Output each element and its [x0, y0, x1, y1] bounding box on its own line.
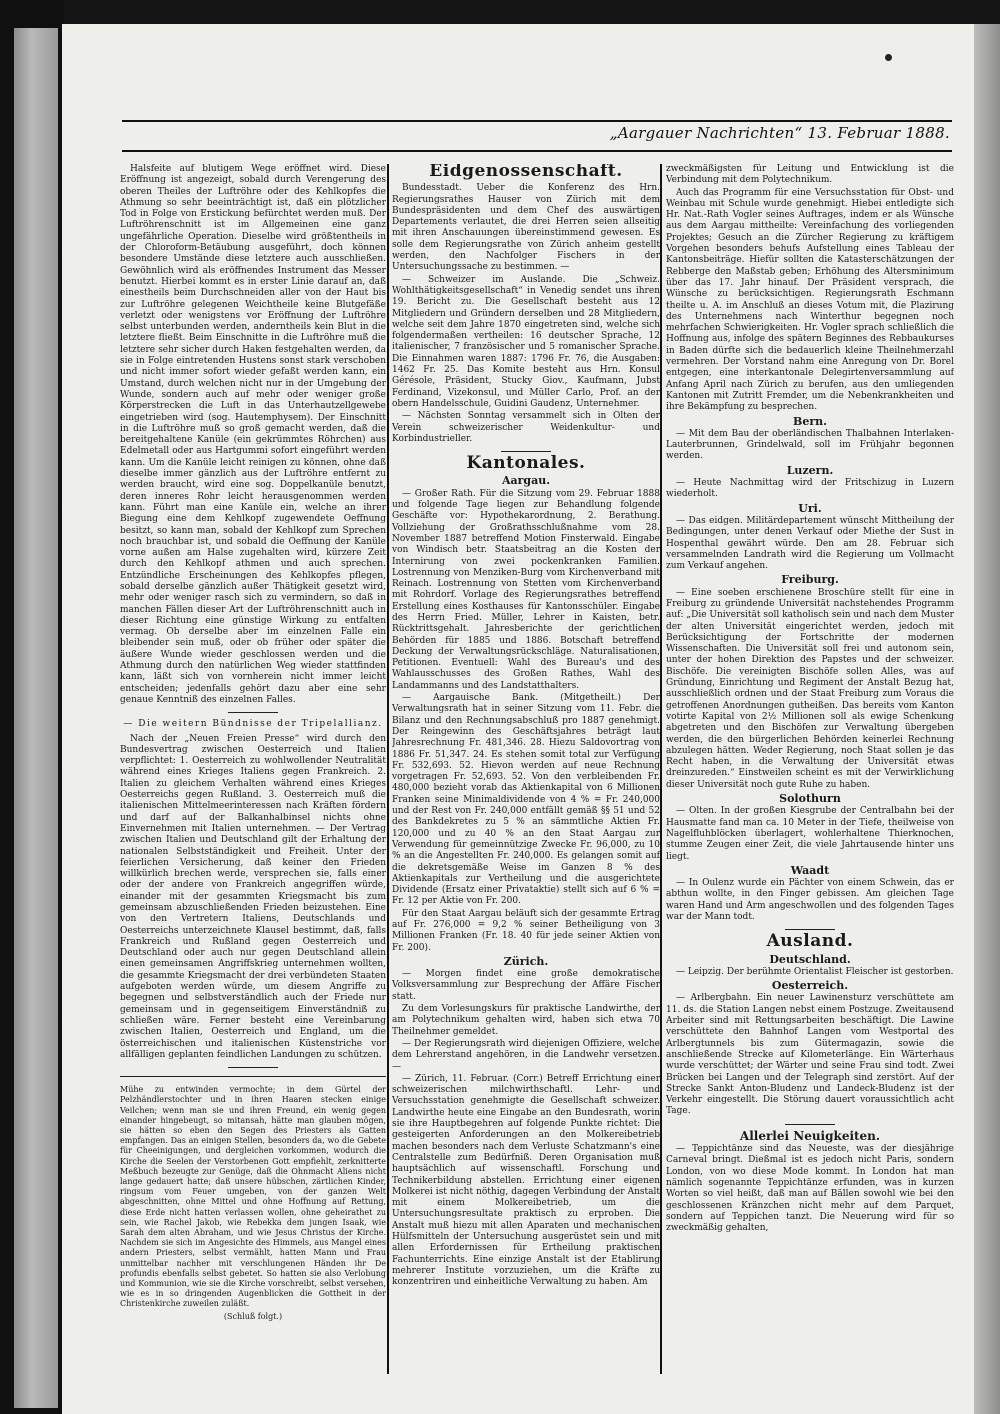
feuilleton [120, 1085, 386, 1322]
article-paragraph: — Heute Nachmittag wird der Fritschizug in Luzern wiederholt. [666, 478, 954, 500]
section-heading-allerlei: Allerlei Neuigkeiten. [739, 1128, 881, 1143]
subheading-deutschland: Deutschland. [769, 952, 851, 966]
article-title: — Die weitern Bündnisse der Tripelallianz. [123, 719, 383, 730]
separator [228, 712, 278, 713]
spine-band [14, 28, 58, 1408]
column-divider-2 [660, 164, 662, 1374]
article-paragraph: — Das eidgen. Militärdepartement wünscht Mittheilung der Bedingungen, unter denen Verkauf oder Miethe der Sust in Hospenthal gewährt würde. Den am 28. Februar sich versammelnden Landrath wird die Regierung um Vollmacht zum Verkauf angehen. [666, 515, 954, 572]
section-heading-kantonales: Kantonales. [466, 453, 586, 474]
article-paragraph: — Zürich, 11. Februar. (Corr.) Betreff Errichtung einer schweizerischen milchwirthschaftl. Lehr- und Versuchsstation genehmigte die Gesellschaft schweizer. Landwirthe heute eine Eingabe an den Bundesrath, worin sie ihre Hauptbegehren auf folgende Punkte richtet: Die gesteigerten Anforderungen an den Molkereibetrieb machen besonders nach dem Verluste Schatzmann's eine Centralstelle zum Bedürfniß. Deren Organisation muß hauptsächlich auf wissenschaftl. Forschung und Technikerbildung abstellen. Errichtung einer eigenen Molkerei ist nicht nöthig, dagegen Verbindung der Anstalt mit einem Molkereibetrieb, um die Untersuchungsresultate praktisch zu erproben. Die Anstalt muß hiezu mit allen Aparaten und mechanischen Hülfsmitteln der Untersuchung ausgerüstet sein und mit allen Erfordernissen für Ertheilung praktischen Fachunterrichts. Eine einzige Anstalt ist der Etablirung mehrerer Institute vorzuziehen, um die Kräfte zu konzentriren und einheitliche Verwaltung zu haben. Am [392, 1073, 660, 1288]
article-paragraph: Für den Staat Aargau beläuft sich der gesammte Ertrag auf Fr. 276,000 = 9,2 % seiner Betheiligung von 3 Millionen Franken (Fr. 18. 40 für jede seiner Aktien von Fr. 200). [392, 908, 660, 953]
separator [228, 1067, 278, 1068]
section-heading-ausland: Ausland. [766, 931, 854, 952]
subheading-freiburg: Freiburg. [781, 573, 839, 587]
subheading-uri: Uri. [798, 501, 822, 515]
article-paragraph: — Eine soeben erschienene Broschüre stellt für eine in Freiburg zu gründende Universität nachstehendes Programm auf: „Die Universität soll katholisch sein und nach dem Muster der alten Universität eingerichtet werden, jedoch mit Berücksichtigung der Fortschritte der modernen Wissenschaften. Die Universität soll frei und autonom sein, unter der hohen Direktion des Papstes und der schweizer. Bischöfe. Die vereinigten Bischöfe sollen Alles, was auf Gründung, Einrichtung und Regiment der Anstalt Bezug hat, ausschließlich ordnen und der Staat Freiburg zum Voraus die getroffenen Anordnungen gutheißen. Das bereits vom Kanton votirte Kapital von 2½ Millionen soll als ewige Schenkung abgetreten und den Bischöfen zur Verwaltung übergeben werden, die den bürgerlichen Behörden keinerlei Rechnung abzulegen hätten. Weder Regierung, noch Staat sollen je das Recht haben, in die Verwaltung der Universität etwas dreinzureden.“ Einstweilen scheint es mit der Verwirklichung dieser Universität noch gute Ruhe zu haben. [666, 587, 954, 790]
article-paragraph: — Leipzig. Der berühmte Orientalist Fleischer ist gestorben. [676, 966, 954, 977]
subheading-bern: Bern. [793, 414, 827, 428]
article-paragraph: — Mit dem Bau der oberländischen Thalbahnen Interlaken-Lauterbrunnen, Grindelwald, soll im Frühjahr begonnen werden. [666, 428, 954, 462]
article-paragraph: — Morgen findet eine große demokratische Volksversammlung zur Besprechung der Affäre Fischer statt. [392, 969, 660, 1002]
column-1 [120, 164, 386, 1379]
subheading-aargau: Aargau. [501, 474, 551, 488]
separator [501, 451, 551, 452]
article-paragraph: — Aargauische Bank. (Mitgetheilt.) Der Verwaltungsrath hat in seiner Sitzung vom 11. Febr. die Bilanz und den Rechnungsabschluß pro 1887 genehmigt. Der Reingewinn des Geschäftsjahres beträgt laut Jahresrechnung Fr. 481,346. 28. Hiezu Saldovortrag von 1886 Fr. 51,347. 24. Es stehen somit total zur Verfügung Fr. 532,693. 52. Hievon werden auf neue Rechnung vorgetragen Fr. 52,693. 52. Von den verbleibenden Fr. 480,000 bezieht vorab das Aktienkapital von 6 Millionen Franken seine Minimaldividende von 4 % = Fr. 240,000 und der Rest von Fr. 240,000 entfällt gemäß §§ 51 und 52 des Bankdekretes zu 5 % an sämmtliche Aktien Fr. 120,000 und zu 40 % an den Staat Aargau zur Verwendung für gemeinnützige Zwecke Fr. 96,000, zu 10 % an die Angestellten Fr. 240,000. Es gelangen somit auf die dekretsgemäße Weise im Ganzen 8 % des Aktienkapitals zur Vertheilung und die ausgerichtete Dividende (Ersatz einer Privataktie) stellt sich auf 6 % = Fr. 12 per Aktie von Fr. 200. [392, 693, 660, 907]
article-paragraph: Nach der „Neuen Freien Presse“ wird durch den Bundesvertrag zwischen Oesterreich und Italien verpflichtet: 1. Oesterreich zu wohlwollender Neutralität während eines Krieges Italiens gegen Frankreich. 2. Italien zu gleichem Verhalten während eines Krieges Oesterreichs gegen Rußland. 3. Oesterreich muß die italienischen Mittelmeerinteressen nach Kräften fördern und darf auf der Balkanhalbinsel nichts ohne Einvernehmen mit Italien unternehmen. — Der Vertrag zwischen Italien und Deutschland gilt der Erhaltung der nationalen Selbstständigkeit und Freiheit. Unter der feierlichen Versicherung, daß keiner den Frieden willkürlich brechen werde, versprechen sie, falls einer oder der andere von Frankreich angegriffen würde, einander mit der gesammten Kriegsmacht bis zum gemeinsam abzuschließenden Frieden beizustehen. Eine von den Vertretern Italiens, Deutschlands und Oesterreichs unterzeichnete Klausel bestimmt, daß, falls Frankreich und Rußland gegen Oesterreich und Deutschland oder auch nur gegen Deutschland allein einen gemeinsamen Angriffskrieg unternehmen wollten, die gesammte Kriegsmacht der drei verbündeten Staaten aufgeboten werden würde, um diesem Angriffe zu begegnen und selbstverständlich auch der Friede nur gemeinsam und in gegenseitigem Einverständniß zu schließen wäre. Ferner besteht eine Vereinbarung zwischen Italien, Oesterreich und England, um die österreichischen und italienischen Küstenstriche vor allfälligen geplanten feindlichen Landungen zu schützen. [120, 733, 386, 1060]
separator [785, 1124, 835, 1125]
column-3 [666, 164, 954, 1379]
article-paragraph: Bundesstadt. Ueber die Konferenz des Hrn. Regierungsrathes Hauser von Zürich mit dem Bundespräsidenten und dem Chef des auswärtigen Departements verlautet, die drei Herren seien allseitig mit ihren Anschauungen übereinstimmend gewesen. Es solle dem Regierungsrathe von Zürich anheim gestellt werden, den Nachfolger Fischers in der Untersuchungssache zu bestimmen. — [392, 183, 660, 273]
subheading-zuerich: Zürich. [503, 954, 549, 968]
subheading-oesterreich: Oesterreich. [771, 979, 849, 993]
page-header: „Aargauer Nachrichten“ 13. Februar 1888. [609, 124, 950, 142]
article-paragraph: zweckmäßigsten für Leitung und Entwicklung ist die Verbindung mit dem Polytechnikum. [666, 164, 954, 186]
ink-dot [885, 54, 892, 61]
separator [785, 929, 835, 930]
feuilleton-rule [120, 1076, 386, 1077]
subheading-waadt: Waadt [790, 863, 830, 877]
subheading-luzern: Luzern. [786, 463, 834, 477]
article-paragraph: — Teppichtänze sind das Neueste, was der diesjährige Carneval bringt. Dießmal ist es jedoch nicht Paris, sondern London, von wo diese Mode kommt. In London hat man nämlich sogenannte Teppichtänze erfunden, was in kurzen Worten so viel heißt, daß man auf Bällen sowohl wie bei den geschlossenen Kränzchen nicht mehr auf dem Parquet, sondern auf Teppichen tanzt. Die Neuerung wird für so zweckmäßig gehalten, [666, 1144, 954, 1234]
header-rule-top [122, 120, 952, 122]
article-paragraph: Auch das Programm für eine Versuchsstation für Obst- und Weinbau mit Schule wurde genehmigt. Hiebei entledigte sich Hr. Nat.-Rath Vogler seines Auftrages, indem er als Wünsche aus dem Aargau mittheilte: Vereinfachung des vorliegenden Projektes; Gesuch an die Zürcher Regierung zu kräftigem Vorgehen besonders behufs Aufstellung eines Tableau der Kantonsbeiträge. Hiefür sollten die Katasterschätzungen der Rebberge den Maßstab geben; Erhöhung des Altersminimum über das 17. Jahr hinauf. Der Präsident versprach, die Wünsche zu berücksichtigen. Regierungsrath Eschmann theilte u. A. im Anschluß an dieses Votum mit, die Plazirung des Unternehmens nach Winterthur begegnen noch mehrfachen Schwierigkeiten. Hr. Vogler sprach schließlich die Hoffnung aus, infolge des spätern Beginnes des Rebbaukurses in Baden dürfte sich die bedauerlich kleine Theilnehmerzahl vermehren. Der Vorstand nahm eine Anregung von Dr. Borel entgegen, eine interkantonale Delegirtenversammlung auf Anfang April nach Zürich zu berufen, aus den umliegenden Kantonen mit Zutritt Fremder, um die Nebenkrankheiten und ihre Bekämpfung zu besprechen. [666, 187, 954, 413]
subheading-solothurn: Solothurn [779, 792, 841, 806]
article-paragraph: Zu dem Vorlesungskurs für praktische Landwirthe, der am Polytechnikum gehalten wird, haben sich etwa 70 Theilnehmer gemeldet. [392, 1004, 660, 1037]
column-2 [392, 164, 660, 1379]
page-edge [974, 24, 1000, 1414]
article-paragraph: — Schweizer im Auslande. Die „Schweiz. Wohlthätigkeitsgesellschaft“ in Venedig sendet uns ihren 19. Bericht zu. Die Gesellschaft besteht aus 12 Mitgliedern und Gründern derselben und 28 Mitgliedern, welche seit dem Jahre 1870 eingetreten sind, welche sich folgendermaßen vertheilen: 16 deutscher Sprache, 12 italienischer, 7 französischer und 5 romanischer Sprache. Die Einnahmen waren 1887: 1796 Fr. 76, die Ausgaben: 1462 Fr. 25. Das Komite besteht aus Hrn. Konsul Gérésole, Präsident, Stucky Giov., Kaufmann, Jubst Ferdinand, Vizekonsul, und Müller Carlo, Prof. an der obern Handelsschule, Guidini Gaudenz, Unternehmer. [392, 274, 660, 409]
column-divider-1 [387, 164, 389, 1374]
article-paragraph: Halsfeite auf blutigem Wege eröffnet wird. Diese Eröffnung ist angezeigt, sobald durch Verengerung des oberen Theiles der Luftröhre oder des Kehlkopfes die Athmung so sehr beeinträchtigt ist, daß ein plötzlicher Tod in Folge von Erstickung befürchtet werden muß. Der Luftröhrenschnitt ist im Allgemeinen eine ganz ungefährliche Operation. Dieselbe wird größtentheils in der Chloroform-Betäubung ausgeführt, doch können besondere Umstände diese letztere auch ausschließen. Gewöhnlich wird als eröffnendes Instrument das Messer benutzt. Hierbei kommt es in erster Linie darauf an, daß einestheils beim Durchschneiden aller von der Haut bis zur Luftröhre gelegenen Weichtheile keine Blutgefäße verletzt oder wenigstens vor Eröffnung der Luftröhre selbst unterbunden werden, anderntheils kein Blut in die letztere fließt. Beim Einschnitte in die Luftröhre muß die letztere sehr sicher durch Haken festgehalten werden, da sie in Folge eintretenden Hustens sonst stark verschoben und nicht immer sofort wieder gefaßt werden kann, ein Umstand, durch welchen nicht nur in der Umgebung der Wunde, sondern auch auf mehr oder weniger große Körperstrecken die Luft in das Unterhautzellgewebe eingetrieben wird (sog. Hautemphysem). Der Einschnitt in die Luftröhre muß so groß gemacht werden, daß die bereitgehaltene Kanüle (ein gekrümmtes Röhrchen) aus Edelmetall oder aus Hartgummi sofort eingeführt werden kann. Um die Kanüle leicht reinigen zu können, ohne daß dieselbe immer gänzlich aus der Luftröhre entfernt zu werden braucht, wird eine sog. Doppelkanüle benutzt, deren inneres Rohr leicht herausgenommen werden kann. Führt man eine Kanüle ein, welche an ihrer Biegung eine dem Kehlkopf zugewendete Oeffnung besitzt, so kann man, sobald der Kehlkopf zum Sprechen noch brauchbar ist, und sobald die Oeffnung der Kanüle vorne außen am Halse zugehalten wird, kürzere Zeit durch den Kehlkopf athmen und auch sprechen. Entzündliche Erscheinungen des Kehlkopfes pflegen, sobald derselbe gänzlich außer Thätigkeit gesetzt wird, mehr oder weniger rasch sich zu vermindern, so daß in manchen Fällen dieser Art der Luftröhrenschnitt auch in dieser Richtung eine günstige Wirkung zu entfalten vermag. Ob derselbe aber im einzelnen Falle ein bleibender sein muß, oder ob früher oder später die äußere Wunde wieder geschlossen werden und die Athmung durch den natürlichen Weg wieder stattfinden kann, läßt sich von vornherein nicht immer leicht entscheiden; jedenfalls gehört dazu aber eine sehr genaue Kenntniß des einzelnen Falles. [120, 164, 386, 705]
section-heading-eidgenossenschaft: Eidgenossenschaft. [429, 164, 623, 181]
article-paragraph: — Nächsten Sonntag versammelt sich in Olten der Verein schweizerischer Weidenkultur- und Korbindustrieller. [392, 411, 660, 444]
article-paragraph: — Olten. In der großen Kiesgrube der Centralbahn bei der Hausmatte fand man ca. 10 Meter in der Tiefe, theilweise von Nagelfluhblöcken überlagert, wohlerhaltene Thierknochen, stumme Zeugen einer Zeit, die viele Jahrtausende hinter uns liegt. [666, 806, 954, 862]
header-rule-bottom [122, 150, 952, 152]
article-paragraph: — In Oulenz wurde ein Pächter von einem Schwein, das er abthun wollte, in den Finger gebissen. Am gleichen Tage waren Hand und Arm angeschwollen und des folgenden Tages war der Mann todt. [666, 878, 954, 922]
continuation-note: (Schluß folgt.) [223, 1311, 283, 1321]
feuilleton-text: Mühe zu entwinden vermochte; in dem Gürtel der Pelzhändlerstochter und in ihren Haaren stecken einige Veilchen; wenn man sie und ihren Freund, ein wenig gegen einander hingebeugt, so mitansah, hätte man glauben mögen, sie hätten so eben den Segen des Priesters als Gatten empfangen. Das an einigen Stellen, besonders da, wo die Gebete für Cheeinigungen, und dergleichen vorkommen, wodurch die Kirche die Seelen der Verstorbenen Gott empfiehlt, zerknitterte Meßbuch bezeugte zur Genüge, daß die Ohnmacht Aliens nicht lange gedauert hatte; daß unsere hübschen, zärtlichen Kinder, ringsum vom Feuer umgeben, von der ganzen Welt abgeschnitten, ohne Mittel und ohne Hoffnung auf Rettung, diese Erde nicht hatten verlassen wollen, ohne geheirathet zu sein, wie Rachel Jakob, wie Rebekka dem jungen Isaak, wie Sarah dem alten Abraham, und wie Jesus Christus der Kirche. Nachdem sie sich im Angesichte des Himmels, aus Mangel eines andern Priesters, selbst vermählt, hatten Mann und Frau unmittelbar nachher mit verschlungenen Händen ihr De profundis ebenfalls selbst gebetet. So hatten sie also Verlobung und Kommunion, wie sie die Kirche vorschreibt, selbst versehen, wie es in so dringenden Augenblicken die Gottheit in der Christenkirche zuweilen zuläßt. [120, 1085, 386, 1309]
article-paragraph: — Der Regierungsrath wird diejenigen Offiziere, welche dem Lehrerstand angehören, in die Landwehr versetzen. — [392, 1038, 660, 1072]
newspaper-page [62, 24, 974, 1414]
article-paragraph: — Arlbergbahn. Ein neuer Lawinensturz verschüttete am 11. ds. die Station Langen nebst einem Postzuge. Zweitausend Arbeiter sind mit Rettungsarbeiten beschäftigt. Die Lawine verschüttete den Bahnhof Langen vom Westportal des Arlbergtunnels bis zum Gütermagazin, sowie die anschließende Strecke auf Kilometerlänge. Ein Wärterhaus wurde verschüttet; der Wärter und seine Frau sind todt. Zwei Brücken bei Langen und der Telegraph sind zerstört. Auf der Strecke Sankt Anton-Bludenz und Landeck-Bludenz ist der Verkehr eingestellt. Die Störung dauert voraussichtlich acht Tage. [666, 993, 954, 1117]
article-paragraph: — Großer Rath. Für die Sitzung vom 29. Februar 1888 und folgende Tage liegen zur Behandlung folgende Geschäfte vor: Hypothekarordnung, 2. Berathung. Vollziehung der Großrathsschlußnahme vom 28. November 1887 betreffend Motion Finsterwald. Eingabe von Windisch betr. Staatsbeitrag an die Kosten der Internirung von zwei pockenkranken Familien. Lostrennung von Menziken-Burg vom Kirchenverband mit Reinach. Lostrennung von Stetten vom Kirchenverband mit Rohrdorf. Vorlage des Regierungsrathes betreffend Erstellung eines Kosthauses für Kantonsschüler. Eingabe des Herrn Fried. Müller, Lehrer in Kaisten, betr. Rücktrittsgehalt. Jahresberichte der gerichtlichen Behörden für 1885 und 1886. Botschaft betreffend Deckung der Verwaltungsrückschläge. Naturalisationen, Petitionen. Eventuell: Wahl des Bureau's und des Wahlausschusses des Großen Rathes, Wahl des Landammanns und des Landstatthalters. [392, 488, 660, 691]
